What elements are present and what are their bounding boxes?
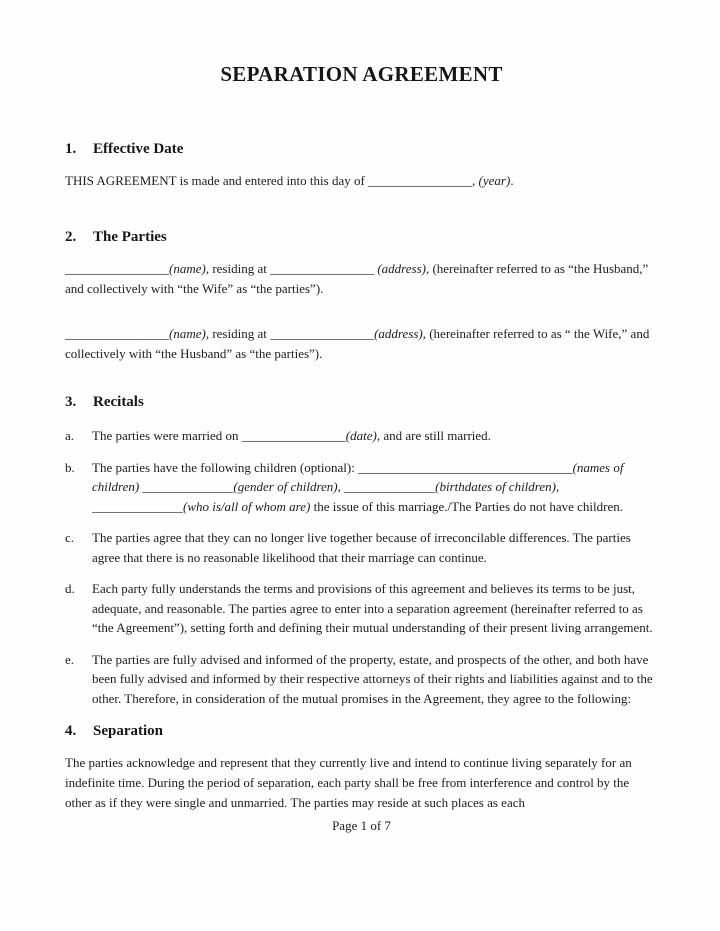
list-item-a [65,426,658,446]
list-item-text: The parties agree that they can no longer live together because of irreconcilable differences. The parties agree that there is no reasonable likelihood that their marriage can continue. [92,530,631,565]
list-item-c [65,528,658,567]
list-item-b [65,458,658,517]
list-item-letter: a. [65,428,75,443]
section-number: 1. [65,141,77,157]
page-footer: Page 1 of 7 [332,818,391,833]
section-the-parties [65,228,658,364]
section-number: 2. [65,229,77,245]
section-separation [65,722,658,813]
section-heading [65,140,658,158]
list-item-text: The parties have the following children (optional): _________________________________(names of children) ______________(gender of children), ______________(birthdates of children), ______________(who is/all of whom are) the issue of this marriage./The Parties do not have children. [92,459,624,514]
paragraph-husband: ________________(name), residing at ________________ (address), (hereinafter referred to as “the Husband,” and collectively with “the Wife” as “the parties”). [65,261,649,296]
list-item-text: The parties are fully advised and informed of the property, estate, and prospects of the other, and both have been fully advised and informed by their respective attorneys of their rights and liabilities against and to the other. Therefore, in consideration of the mutual promises in the Agreement, they agree to the following: [92,651,653,706]
list-item-e [65,650,658,709]
section-effective-date [65,140,658,191]
list-item-letter: e. [65,651,75,667]
paragraph-wife: ________________(name), residing at ________________(address), (hereinafter referred to as “ the Wife,” and collectively with “the Husband” as “the parties”). [65,326,650,361]
list-item-letter: c. [65,530,75,545]
section-heading-text: The Parties [93,229,167,245]
paragraph: THIS AGREEMENT is made and entered into this day of ________________, (year). [65,173,514,188]
section-heading [65,228,658,246]
section-recitals [65,393,658,708]
paragraph: The parties acknowledge and represent that they currently live and intend to continue living separately for an indefinite time. During the period of separation, each party shall be free from interference and control by the other as if they were single and unmarried. The parties may reside at such places as each [65,755,632,810]
section-heading-text: Separation [93,723,164,739]
document-title: SEPARATION AGREEMENT [220,62,503,86]
list-item-letter: d. [65,581,75,596]
list-item-text: Each party fully understands the terms and provisions of this agreement and believes its terms to be just, adequate, and reasonable. The parties agree to enter into a separation agreement (hereinafter referred to as “the Agreement”), setting forth and defining their mutual understanding of their present living arrangement. [92,581,653,635]
list-item-d [65,579,658,638]
section-number: 4. [65,723,77,739]
list-item-text: The parties were married on ________________(date), and are still married. [92,428,491,443]
section-heading-text: Effective Date [93,141,184,157]
section-heading [65,393,658,411]
list-item-letter: b. [65,459,75,475]
section-number: 3. [65,394,77,410]
section-heading [65,722,658,740]
section-heading-text: Recitals [93,394,144,410]
